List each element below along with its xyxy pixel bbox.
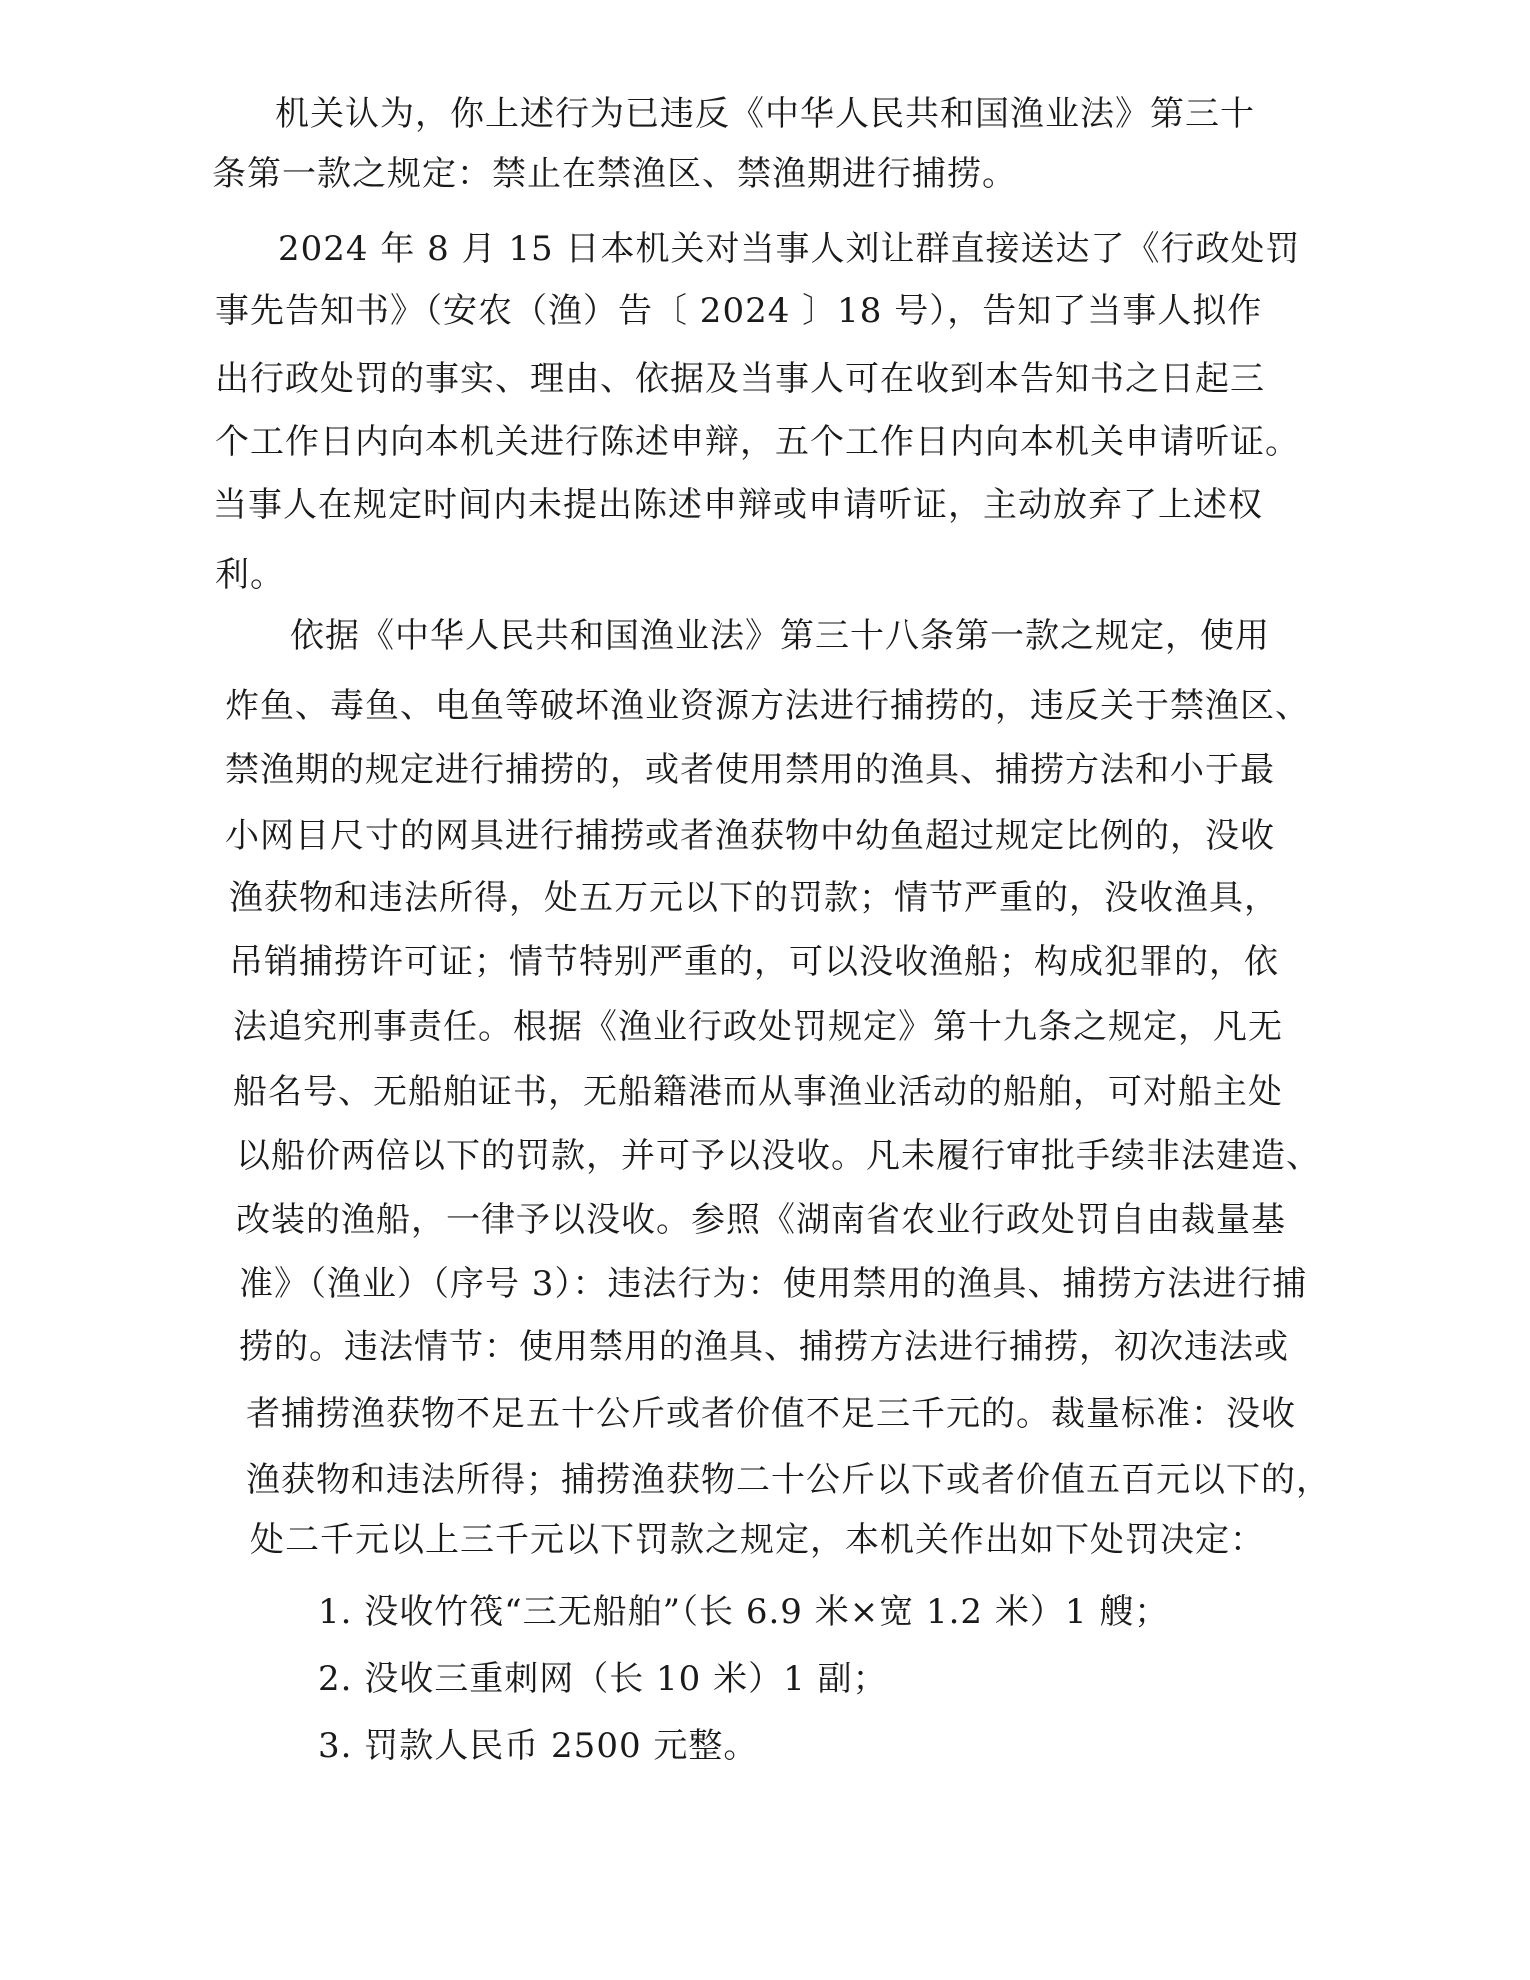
text-line-15: 法追究刑事责任。根据《渔业行政处罚规定》第十九条之规定，凡无 <box>233 1007 1283 1047</box>
text-line-5: 出行政处罚的事实、理由、依据及当事人可在收到本告知书之日起三 <box>215 359 1265 399</box>
text-line-26: 3. 罚款人民币 2500 元整。 <box>318 1726 759 1766</box>
text-line-24: 1. 没收竹筏“三无船舶”（长 6.9 米×宽 1.2 米）1 艘； <box>318 1592 1170 1632</box>
text-line-14: 吊销捕捞许可证；情节特别严重的，可以没收渔船；构成犯罪的，依 <box>229 942 1279 982</box>
text-line-4: 事先告知书》（安农（渔）告〔 2024 〕18 号），告知了当事人拟作 <box>215 291 1263 331</box>
text-line-1: 机关认为，你上述行为已违反《中华人民共和国渔业法》第三十 <box>275 94 1255 134</box>
text-line-23: 处二千元以上三千元以下罚款之规定，本机关作出如下处罚决定： <box>250 1520 1265 1560</box>
text-line-2: 条第一款之规定：禁止在禁渔区、禁渔期进行捕捞。 <box>212 154 1017 194</box>
text-line-25: 2. 没收三重刺网（长 10 米）1 副； <box>318 1659 888 1699</box>
text-line-11: 禁渔期的规定进行捕捞的，或者使用禁用的渔具、捕捞方法和小于最 <box>225 750 1275 790</box>
text-line-20: 捞的。违法情节：使用禁用的渔具、捕捞方法进行捕捞，初次违法或 <box>239 1327 1289 1367</box>
text-line-17: 以船价两倍以下的罚款，并可予以没收。凡未履行审批手续非法建造、 <box>236 1136 1321 1176</box>
text-line-8: 利。 <box>215 555 285 595</box>
text-line-3: 2024 年 8 月 15 日本机关对当事人刘让群直接送达了《行政处罚 <box>278 229 1301 269</box>
text-line-9: 依据《中华人民共和国渔业法》第三十八条第一款之规定，使用 <box>290 616 1270 656</box>
text-line-19: 准》（渔业）（序号 3）：违法行为：使用禁用的渔具、捕捞方法进行捕 <box>239 1264 1308 1304</box>
text-line-21: 者捕捞渔获物不足五十公斤或者价值不足三千元的。裁量标准：没收 <box>246 1394 1296 1434</box>
text-line-12: 小网目尺寸的网具进行捕捞或者渔获物中幼鱼超过规定比例的，没收 <box>225 816 1275 856</box>
text-line-13: 渔获物和违法所得，处五万元以下的罚款；情节严重的，没收渔具， <box>229 878 1279 918</box>
text-line-22: 渔获物和违法所得；捕捞渔获物二十公斤以下或者价值五百元以下的， <box>246 1460 1331 1500</box>
text-line-10: 炸鱼、毒鱼、电鱼等破坏渔业资源方法进行捕捞的，违反关于禁渔区、 <box>225 686 1310 726</box>
text-line-16: 船名号、无船舶证书，无船籍港而从事渔业活动的船舶，可对船主处 <box>233 1072 1283 1112</box>
text-line-6: 个工作日内向本机关进行陈述申辩，五个工作日内向本机关申请听证。 <box>215 422 1300 462</box>
text-line-7: 当事人在规定时间内未提出陈述申辩或申请听证，主动放弃了上述权 <box>213 485 1263 525</box>
text-line-18: 改装的渔船，一律予以没收。参照《湖南省农业行政处罚自由裁量基 <box>236 1200 1286 1240</box>
